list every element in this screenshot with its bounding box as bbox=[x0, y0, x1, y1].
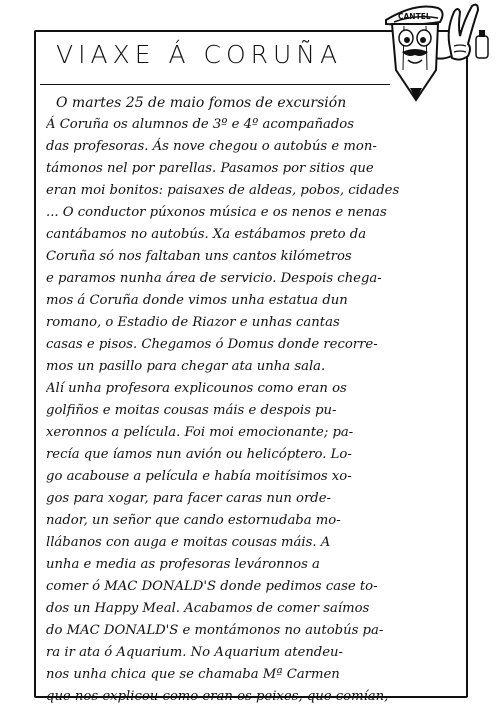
text-line: llábanos con auga e moitas cousas máis. A bbox=[46, 535, 331, 550]
text-line: comer ó MAC DONALD'S donde pedimos case to- bbox=[46, 579, 378, 594]
svg-text:CANTEL: CANTEL bbox=[398, 12, 431, 21]
text-line: Á Coruña os alumnos de 3º e 4º acompañados bbox=[46, 117, 354, 132]
text-line: que nos explicou como eran os peixes, que comían, bbox=[46, 689, 389, 704]
text-line: mos á Coruña donde vimos unha estatua dun bbox=[46, 293, 348, 308]
text-line: romano, o Estadio de Riazor e unhas cantas bbox=[46, 315, 340, 330]
text-line: gos para xogar, para facer caras nun orde- bbox=[46, 491, 332, 506]
pencil-mascot-logo bbox=[376, 0, 494, 102]
text-line: nos unha chica que se chamaba Mª Carmen bbox=[46, 667, 340, 682]
text-line: ra ir ata ó Aquarium. No Aquarium atendeu- bbox=[46, 645, 344, 660]
text-line: támonos nel por parellas. Pasamos por sitios que bbox=[46, 161, 374, 176]
text-line: unha e media as profesoras leváronnos a bbox=[46, 557, 320, 572]
title-underline bbox=[40, 84, 390, 85]
text-line: mos un pasillo para chegar ata unha sala. bbox=[46, 359, 326, 374]
text-line: e paramos nunha área de servicio. Despois chega- bbox=[46, 271, 382, 286]
text-line: casas e pisos. Chegamos ó Domus donde recorre- bbox=[46, 337, 378, 352]
text-line: O martes 25 de maio fomos de excursión bbox=[56, 95, 347, 111]
text-line: dos un Happy Meal. Acabamos de comer saímos bbox=[46, 601, 370, 616]
text-line: ... O conductor púxonos música e os nenos e nenas bbox=[46, 205, 387, 220]
text-line: cantábamos no autobús. Xa estábamos preto da bbox=[46, 227, 367, 242]
text-line: recía que íamos nun avión ou helicóptero. Lo- bbox=[46, 447, 352, 462]
text-line: Alí unha profesora explicounos como eran os bbox=[46, 381, 347, 396]
text-line: golfiños e moitas cousas máis e despois pu- bbox=[46, 403, 337, 418]
page-title: VIAXE Á CORUÑA bbox=[56, 40, 343, 69]
handwritten-body bbox=[46, 92, 460, 708]
text-line: Coruña só nos faltaban uns cantos kilómetros bbox=[46, 249, 352, 264]
text-line: nador, un señor que cando estornudaba mo- bbox=[46, 513, 341, 528]
text-line: das profesoras. Ás nove chegou o autobús e mon- bbox=[46, 139, 377, 154]
text-line: xeronnos a película. Foi moi emocionante; pa- bbox=[46, 425, 354, 440]
text-line: do MAC DONALD'S e montámonos no autobús pa- bbox=[46, 623, 384, 638]
text-line: eran moi bonitos: paisaxes de aldeas, pobos, cidades bbox=[46, 183, 400, 198]
text-line: go acabouse a película e había moitísimos xo- bbox=[46, 469, 352, 484]
